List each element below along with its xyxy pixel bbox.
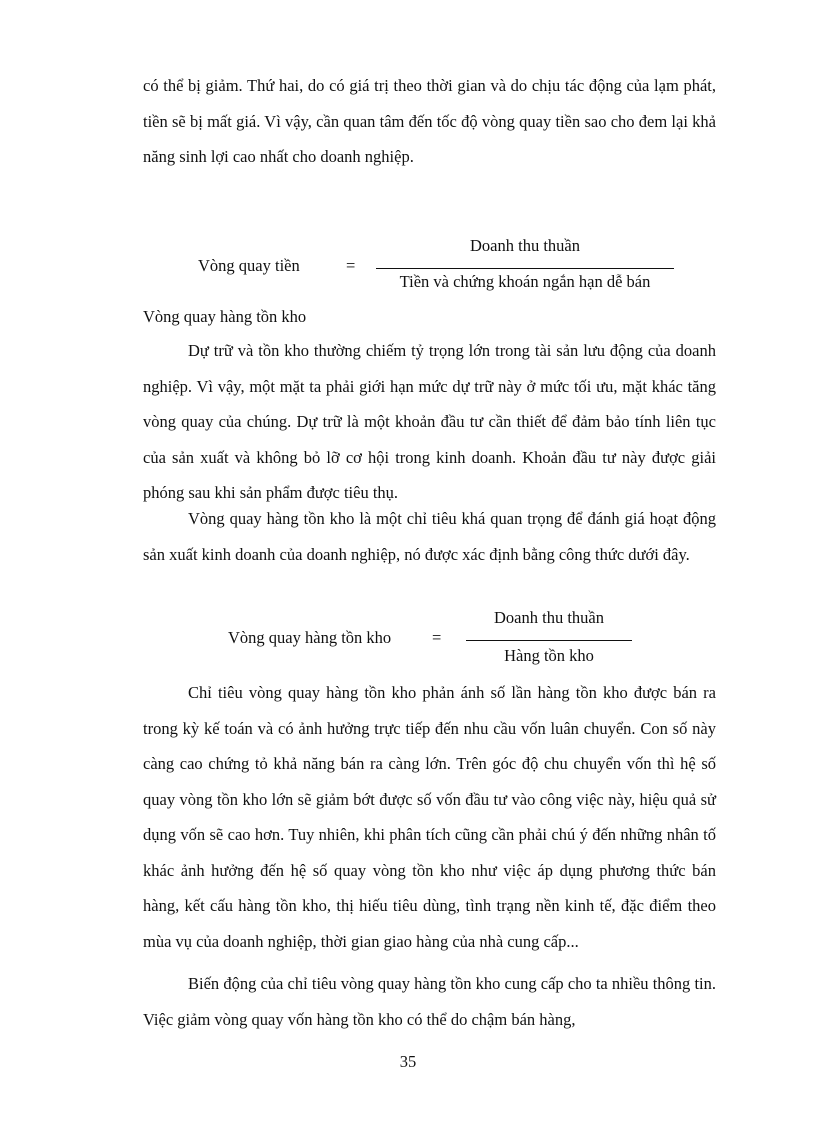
formula-label: Vòng quay tiền [198,256,300,275]
formula-denominator: Hàng tồn kho [504,646,594,665]
equals-sign: = [346,256,356,275]
page-number: 35 [399,1052,417,1071]
section-heading: Vòng quay hàng tồn kho [143,307,307,326]
paragraph-inventory-analysis: Chỉ tiêu vòng quay hàng tồn kho phản ánh số lần hàng tồn kho được bán ra trong kỳ kế toán và có ảnh hưởng trực tiếp đến nhu cầu vốn luân chuyển. Con số này càng cao chứng tỏ khả năng bán ra càng lớn. Trên góc độ chu chuyển vốn thì hệ số quay vòng tồn kho lớn sẽ giảm bớt được số vốn đầu tư vào công việc này, hiệu quả sử dụng vốn sẽ cao hơn. Tuy nhiên, khi phân tích cũng cần phải chú ý đến những nhân tố khác ảnh hưởng đến hệ số quay vòng tồn kho như việc áp dụng phương thức bán hàng, kết cấu hàng tồn kho, thị hiếu tiêu dùng, tình trạng nền kinh tế, đặc điểm theo mùa vụ của doanh nghiệp, thời gian giao hàng của nhà cung cấp... [143,683,716,951]
formula-numerator: Doanh thu thuần [494,608,604,627]
formula-label: Vòng quay hàng tồn kho [228,628,392,647]
fraction-bar [466,640,632,641]
fraction-bar [376,268,674,269]
paragraph-inventory-fluctuation: Biến động của chỉ tiêu vòng quay hàng tồn kho cung cấp cho ta nhiều thông tin. Việc giảm vòng quay vốn hàng tồn kho có thể do chậm bán hàng, [143,974,716,1029]
paragraph-inventory-definition: Vòng quay hàng tồn kho là một chỉ tiêu khá quan trọng để đánh giá hoạt động sản xuất kinh doanh của doanh nghiệp, nó được xác định bằng công thức dưới đây. [143,509,716,564]
formula-denominator: Tiền và chứng khoán ngắn hạn dễ bán [399,272,651,291]
paragraph-inventory-intro: Dự trữ và tồn kho thường chiếm tỷ trọng lớn trong tài sản lưu động của doanh nghiệp. Vì vậy, một mặt ta phải giới hạn mức dự trữ này ở mức tối ưu, mặt khác tăng vòng quay của chúng. Dự trữ là một khoản đầu tư cần thiết để đảm bảo tính liên tục của sản xuất và không bỏ lỡ cơ hội trong kinh doanh. Khoản đầu tư này được giải phóng sau khi sản phẩm được tiêu thụ. [143,341,716,502]
formula-numerator: Doanh thu thuần [470,236,580,255]
equals-sign: = [432,628,442,647]
paragraph-intro: có thể bị giảm. Thứ hai, do có giá trị theo thời gian và do chịu tác động của lạm phát, tiền sẽ bị mất giá. Vì vậy, cần quan tâm đến tốc độ vòng quay tiền sao cho đem lại khả năng sinh lợi cao nhất cho doanh nghiệp. [143,76,716,166]
